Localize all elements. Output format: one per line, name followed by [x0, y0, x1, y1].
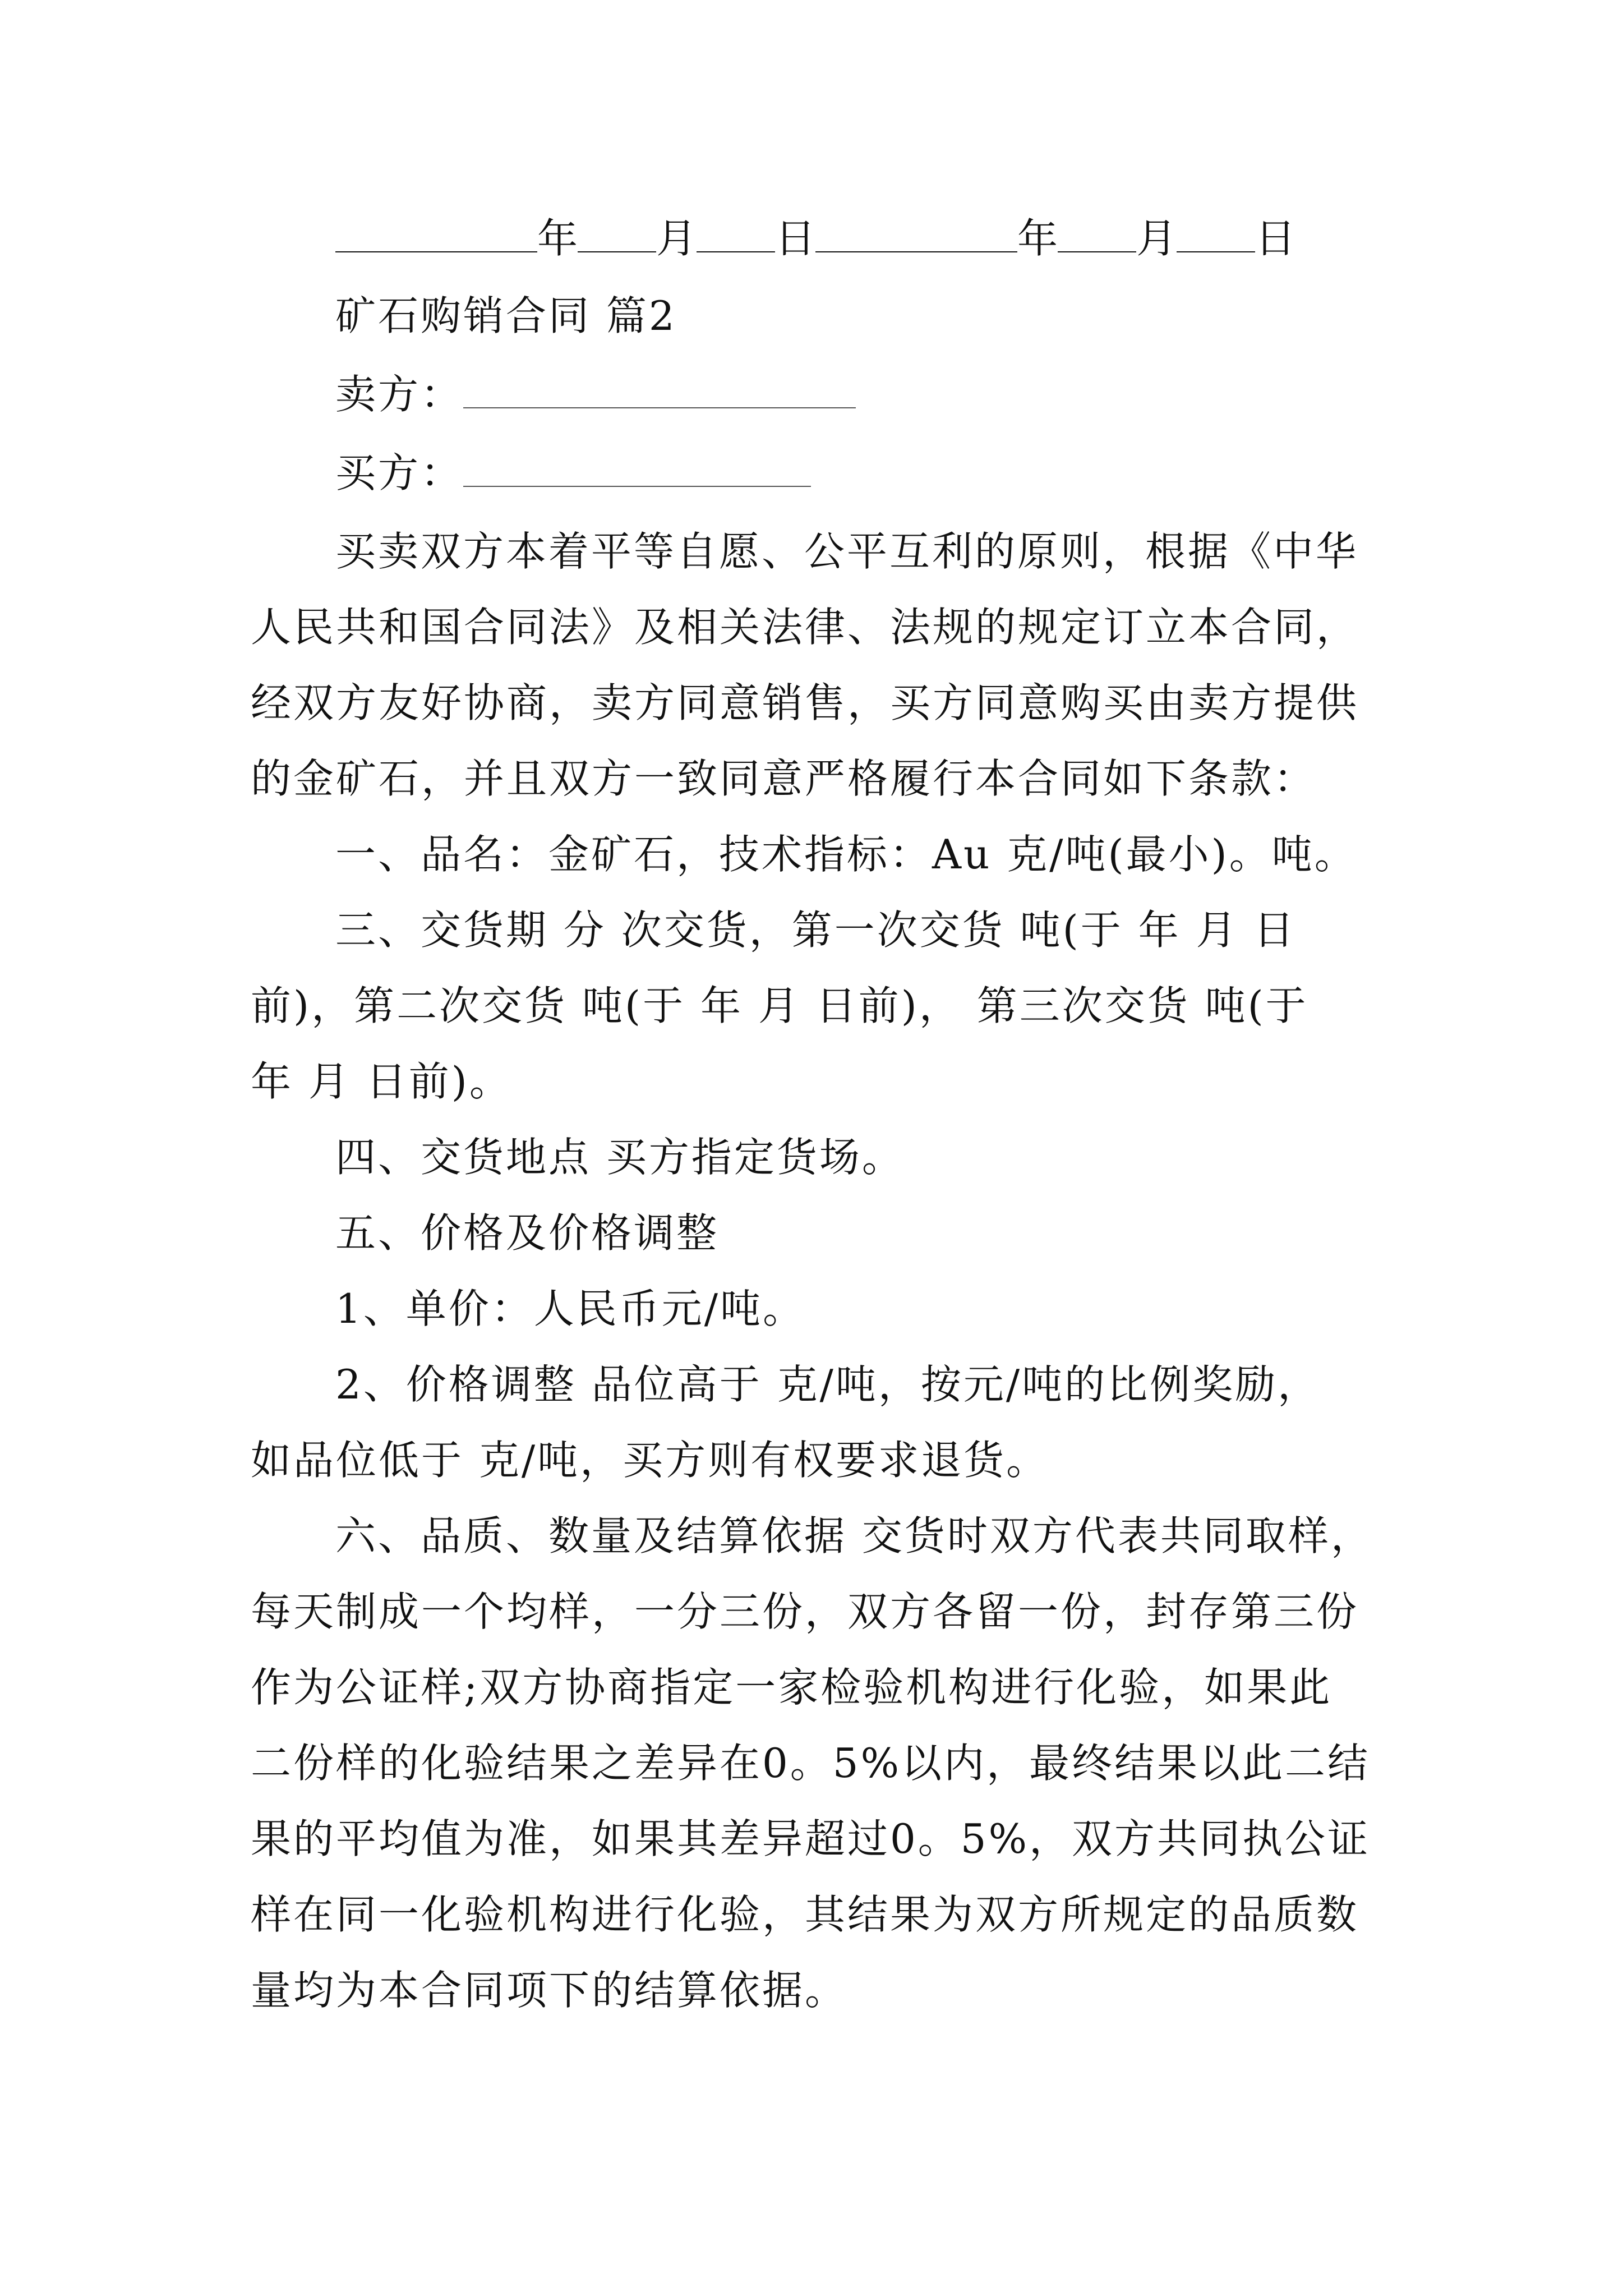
paragraph-line: 2、价格调整 品位高于 克/吨，按元/吨的比例奖励， — [335, 1361, 1321, 1408]
paragraph-line: 年 月 日前)。 — [251, 1058, 512, 1105]
paragraph-line: 作为公证样;双方协商指定一家检验机构进行化验，如果此 — [251, 1664, 1332, 1711]
blank-line — [815, 218, 1017, 252]
paragraph-line: 二份样的化验结果之差异在0。5%以内，最终结果以此二结 — [251, 1740, 1371, 1787]
year-label: 年 — [1017, 215, 1058, 262]
buyer-label: 买方： — [335, 449, 464, 496]
buyer-blank — [463, 453, 811, 487]
day-label: 日 — [775, 215, 816, 262]
day-label: 日 — [1255, 215, 1296, 262]
blank-line — [697, 218, 775, 252]
document-title: 矿石购销合同 篇2 — [335, 292, 677, 339]
paragraph-line: 经双方友好协商，卖方同意销售，买方同意购买由卖方提供 — [251, 679, 1359, 726]
paragraph-line: 样在同一化验机构进行化验，其结果为双方所规定的品质数 — [251, 1891, 1359, 1938]
blank-line — [578, 218, 656, 252]
paragraph-line: 买卖双方本着平等自愿、公平互利的原则，根据《中华 — [335, 528, 1359, 575]
paragraph-line: 果的平均值为准，如果其差异超过0。5%，双方共同执公证 — [251, 1815, 1371, 1862]
paragraph-line: 前)，第二次交货 吨(于 年 月 日前)， 第三次交货 吨(于 — [251, 982, 1308, 1029]
paragraph-line: 1、单价：人民币元/吨。 — [335, 1285, 806, 1332]
year-label: 年 — [537, 215, 578, 262]
seller-label: 卖方： — [335, 371, 464, 418]
paragraph-line: 五、价格及价格调整 — [335, 1209, 720, 1257]
blank-line — [1058, 218, 1136, 252]
seller-blank — [463, 375, 856, 408]
month-label: 月 — [1136, 215, 1177, 262]
paragraph-line: 如品位低于 克/吨，买方则有权要求退货。 — [251, 1437, 1049, 1484]
paragraph-line: 三、交货期 分 次交货，第一次交货 吨(于 年 月 日 — [335, 907, 1297, 954]
paragraph-line: 六、品质、数量及结算依据 交货时双方代表共同取样， — [335, 1512, 1373, 1559]
seller-line — [335, 369, 856, 420]
paragraph-line: 量均为本合同项下的结算依据。 — [251, 1967, 848, 2014]
date-row — [335, 213, 1295, 264]
month-label: 月 — [656, 215, 697, 262]
blank-line — [1177, 218, 1255, 252]
paragraph-line: 一、品名：金矿石，技术指标：Au 克/吨(最小)。吨。 — [335, 831, 1357, 878]
paragraph-line: 人民共和国合同法》及相关法律、法规的规定订立本合同， — [251, 604, 1359, 651]
paragraph-line: 四、交货地点 买方指定货场。 — [335, 1134, 905, 1181]
paragraph-line: 的金矿石，并且双方一致同意严格履行本合同如下条款： — [251, 755, 1317, 802]
buyer-line — [335, 448, 811, 498]
blank-line — [335, 218, 537, 252]
paragraph-line: 每天制成一个均样，一分三份，双方各留一份，封存第三份 — [251, 1588, 1359, 1635]
